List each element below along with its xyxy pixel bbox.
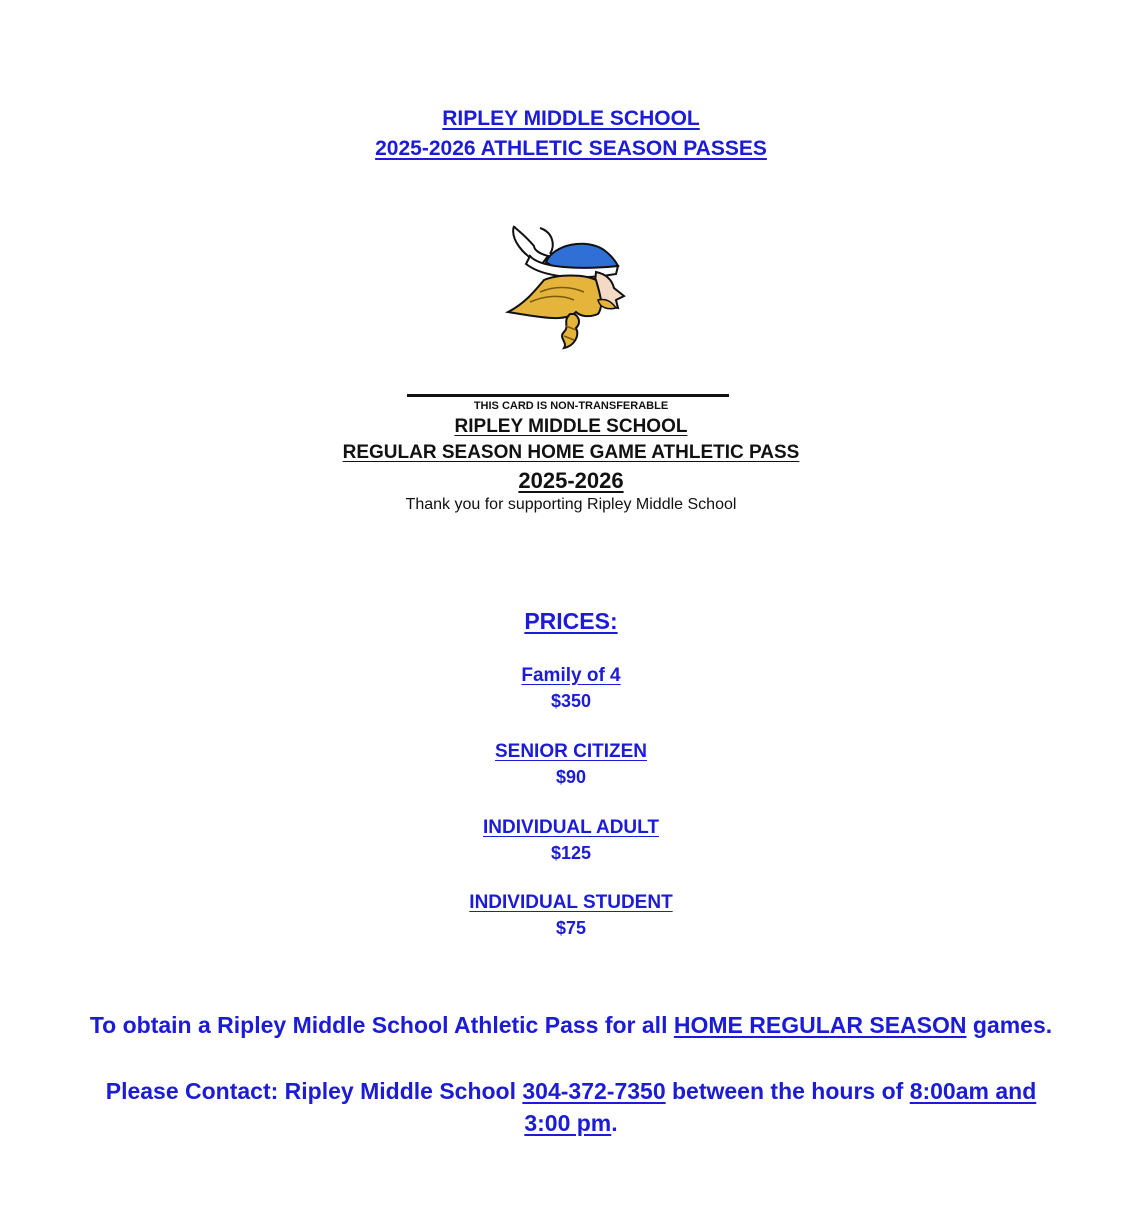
home-regular-season-emphasis: HOME REGULAR SEASON [673, 1012, 967, 1038]
contact-middle: between the hours of [665, 1078, 910, 1104]
price-value-senior: $90 [555, 767, 587, 787]
viking-mascot-logo [500, 222, 634, 352]
thank-you-note: Thank you for supporting Ripley Middle School [405, 496, 737, 513]
price-label-student: INDIVIDUAL STUDENT [469, 892, 673, 913]
signature-line [407, 394, 729, 397]
prices-heading: PRICES: [524, 608, 618, 634]
price-value-family: $350 [550, 691, 592, 711]
card-pass-name: REGULAR SEASON HOME GAME ATHLETIC PASS [342, 442, 800, 463]
price-label-family: Family of 4 [521, 665, 621, 686]
card-school-name: RIPLEY MIDDLE SCHOOL [454, 416, 688, 437]
page-subtitle: 2025-2026 ATHLETIC SEASON PASSES [375, 137, 767, 160]
contact-suffix: . [611, 1110, 618, 1136]
price-label-senior: SENIOR CITIZEN [494, 741, 647, 762]
non-transferable-note: THIS CARD IS NON-TRANSFERABLE [473, 400, 669, 412]
price-value-student: $75 [555, 918, 587, 938]
price-label-adult: INDIVIDUAL ADULT [483, 817, 659, 838]
price-value-adult: $125 [550, 843, 592, 863]
obtain-prefix: To obtain a Ripley Middle School Athletic Pass for all [89, 1012, 674, 1038]
office-hours: 8:00am and 3:00 pm [524, 1078, 1037, 1136]
contact-instructions [90, 1075, 1052, 1139]
page-title: RIPLEY MIDDLE SCHOOL [442, 107, 700, 130]
phone-number: 304-372-7350 [522, 1078, 666, 1104]
card-year: 2025-2026 [518, 468, 624, 493]
contact-prefix: Please Contact: Ripley Middle School [105, 1078, 523, 1104]
obtain-instructions [0, 1012, 1142, 1039]
obtain-suffix: games. [966, 1012, 1053, 1038]
